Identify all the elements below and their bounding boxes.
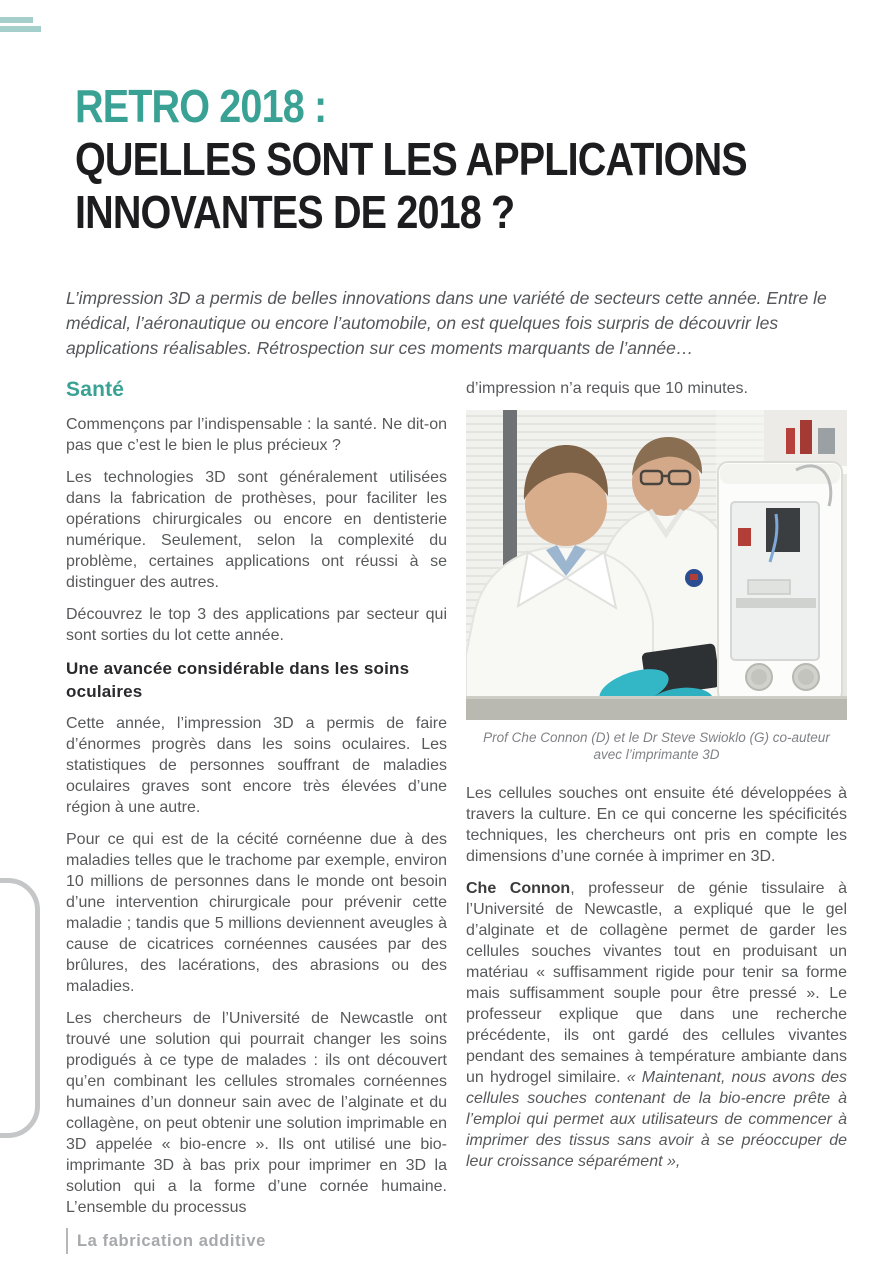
title-line-3: INNOVANTES DE 2018 ? bbox=[75, 186, 515, 238]
right-paragraph-1: Les cellules souches ont ensuite été développées à travers la culture. En ce qui concerne les spécificités techniques, les chercheurs ont pris en compte les dimensions d’une cornée à imprimer en 3D. bbox=[466, 785, 847, 865]
left-paragraph-2: Les technologies 3D sont généralement utilisées dans la fabrication de prothèses, pour faciliter les opérations chirurgicales ou encore en dentisterie numérique. Seulement, selon la complexité du problème, certaines applications ont réussi à se distinguer des autres. bbox=[66, 469, 447, 591]
intro-paragraph: L’impression 3D a permis de belles innovations dans une variété de secteurs cette année. Entre le médical, l’aéronautique ou encore l’automobile, on est quelques fois surpris de découvrir les applications réalisables. Rétrospection sur ces moments marquants de l’année… bbox=[66, 287, 827, 358]
subsection-heading-soins-oculaires: Une avancée considérable dans les soins oculaires bbox=[66, 659, 410, 701]
left-paragraph-1: Commençons par l’indispensable : la santé. Ne dit-on pas que c’est le bien le plus précieux ? bbox=[66, 416, 447, 454]
page-footer bbox=[66, 1228, 266, 1254]
article-photo bbox=[466, 410, 847, 763]
photo-caption: Prof Che Connon (D) et le Dr Steve Swioklo (G) co-auteur avec l’imprimante 3D bbox=[483, 730, 830, 762]
right-paragraph-2-body: , professeur de génie tissulaire à l’Université de Newcastle, a expliqué que le gel d’alginate et de collagène permet de garder les cellules souches vivantes tout en produisant un matériau « suffisamment rigide pour tenir sa forme mais suffisamment souple pour être pressé ». Le professeur explique que dans une recherche précédente, ils ont gardé des cellules vivantes pendant des semaines à température ambiante dans un hydrogel similaire. bbox=[466, 880, 847, 1086]
right-paragraph-2-quote: « Maintenant, nous avons des cellules souches contenant de la bio-encre prête à l’emploi qui permet aux utilisateurs de commencer à imprimer des tissus sans avoir à se préoccuper de leur croissance séparément », bbox=[466, 1069, 848, 1170]
title-accent-line: RETRO 2018 : bbox=[75, 80, 327, 132]
right-paragraph-2 bbox=[466, 878, 847, 1172]
left-paragraph-6: Les chercheurs de l’Université de Newcastle ont trouvé une solution qui pourrait changer les soins prodigués à ce type de malades : ils ont découvert qu’en combinant les cellules stromales cornéennes humaines d’un donneur sain avec de l’alginate et du collagène, on peut obtenir une solution imprimable en 3D appelée « bio-encre ». Ils ont utilisé une bio-imprimante 3D à bas prix pour imprimer en 3D la solution qui a la forme d’une cornée humaine. L’ensemble du processus bbox=[66, 1010, 447, 1216]
left-paragraph-3: Découvrez le top 3 des applications par secteur qui sont sorties du lot cette année. bbox=[66, 606, 447, 644]
right-paragraph-top: d’impression n’a requis que 10 minutes. bbox=[466, 380, 748, 397]
article-columns bbox=[66, 378, 847, 1229]
right-column bbox=[466, 378, 847, 1229]
section-heading-sante: Santé bbox=[66, 378, 125, 401]
bold-name-che-connon: Che Connon bbox=[466, 880, 571, 897]
left-paragraph-5: Pour ce qui est de la cécité cornéenne due à des maladies telles que le trachome par exemple, environ 10 millions de personnes dans le monde ont besoin d’une intervention chirurgicale pour prévenir cette maladie ; tandis que 5 millions deviennent aveugles à cause de cicatrices cornéennes causées par des brûlures, des lacérations, des abrasions ou des maladies. bbox=[66, 831, 447, 995]
teal-bar-decoration-bottom bbox=[0, 26, 41, 32]
left-paragraph-4: Cette année, l’impression 3D a permis de faire d’énormes progrès dans les soins oculaires. Les statistiques de personnes souffrant de maladies oculaires graves sont encore très élevées d’une région à une autre. bbox=[66, 715, 447, 816]
teal-bar-decoration-top bbox=[0, 17, 33, 23]
title-line-2: QUELLES SONT LES APPLICATIONS bbox=[75, 133, 747, 185]
left-column bbox=[66, 378, 447, 1229]
footer-label: La fabrication additive bbox=[77, 1231, 266, 1250]
side-tab-shape bbox=[0, 878, 40, 1138]
footer-divider bbox=[66, 1228, 68, 1254]
page-title bbox=[75, 80, 875, 239]
lab-photo-illustration bbox=[466, 410, 847, 720]
